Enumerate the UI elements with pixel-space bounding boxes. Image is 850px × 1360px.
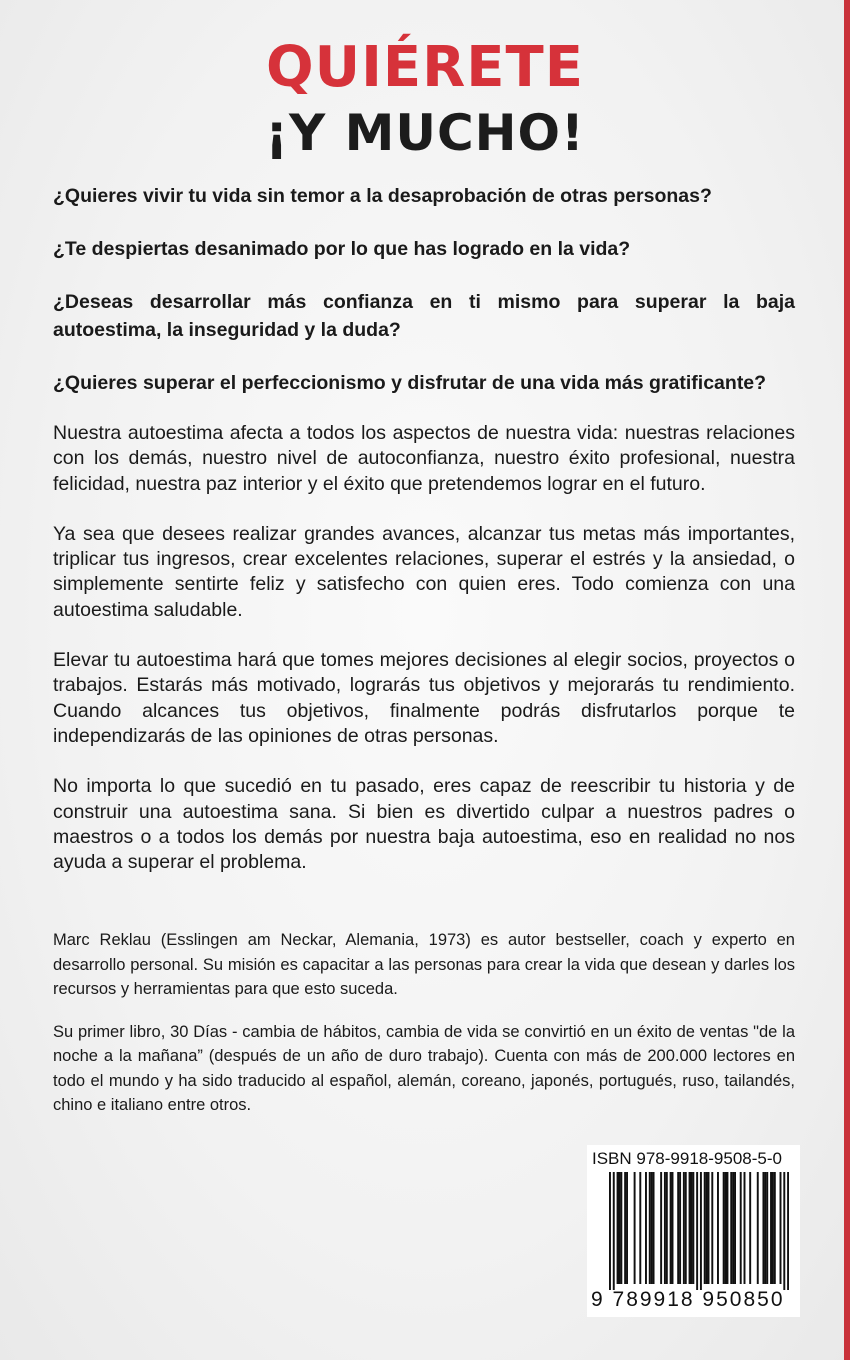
barcode-bar: [730, 1172, 732, 1284]
barcode-bar: [744, 1172, 746, 1284]
barcode-bar: [645, 1172, 647, 1284]
barcode-bar: [732, 1172, 734, 1284]
question-4: ¿Quieres superar el perfeccionismo y disfrutar de una vida más gratificante?: [53, 372, 767, 394]
barcode-bar: [749, 1172, 751, 1284]
paragraph-4: No importa lo que sucedió en tu pasado, eres capaz de reescribir tu historia y de construir una autoestima sana. Si bien es divertido culpar a nuestros padres o maestros o a todos los demás por nuestra baja autoestima, eso en realidad no nos ayuda a superar el problema.: [53, 775, 795, 874]
barcode-bar: [620, 1172, 622, 1284]
barcode-bar: [626, 1172, 628, 1284]
barcode-bar: [774, 1172, 776, 1284]
bio-paragraph-1: Marc Reklau (Esslingen am Neckar, Alemania, 1973) es autor bestseller, coach y experto en desarrollo personal. Su misión es capacitar a las personas para crear la vida que desean y darles los recursos y herramientas para que esto suceda.: [53, 931, 795, 998]
isbn-label: ISBN 978-9918-9508-5-0: [592, 1149, 782, 1168]
barcode-bar: [683, 1172, 685, 1284]
barcode-bar: [726, 1172, 728, 1284]
bio-paragraph-2: Su primer libro, 30 Días - cambia de hábitos, cambia de vida se convirtió en un éxito de ventas "de la noche a la mañana” (después de un año de duro trabajo). Cuenta con más de 200.000 lectores en todo el mundo y ha sido traducido al español, alemán, coreano, japonés, portugués, ruso, tailandés, chino e italiano entre otros.: [53, 1022, 795, 1114]
barcode-bar: [780, 1172, 782, 1284]
question-3: ¿Deseas desarrollar más confianza en ti mismo para superar la baja autoestima, la inseguridad y la duda?: [53, 291, 795, 341]
title-line-1: QUIÉRETE: [266, 35, 584, 100]
barcode-bar: [634, 1172, 636, 1284]
barcode-bar: [670, 1172, 672, 1284]
barcode-bar: [653, 1172, 655, 1284]
barcode-bar: [700, 1172, 702, 1290]
isbn-barcode: [587, 1145, 800, 1317]
question-1: ¿Quieres vivir tu vida sin temor a la desaprobación de otras personas?: [53, 185, 712, 207]
barcode-bar: [660, 1172, 662, 1284]
barcode-bar: [690, 1172, 692, 1284]
barcode-bar: [689, 1172, 691, 1284]
barcode-bar: [639, 1172, 641, 1284]
barcode-bar: [723, 1172, 725, 1284]
barcode-bars: [609, 1172, 789, 1290]
author-bio: [53, 928, 795, 1136]
barcode-bar: [617, 1172, 619, 1284]
barcode-bar: [708, 1172, 710, 1284]
barcode-bar: [664, 1172, 666, 1284]
paragraph-2: Ya sea que desees realizar grandes avances, alcanzar tus metas más importantes, triplicar tus ingresos, crear excelentes relaciones, superar el estrés y la ansiedad, o simplemente sentirte feliz y satisfecho con quien eres. Todo comienza con una autoestima saludable.: [53, 522, 795, 621]
barcode-bar: [734, 1172, 736, 1284]
barcode-bar: [740, 1172, 742, 1284]
barcode-bar: [704, 1172, 706, 1284]
barcode-bar: [651, 1172, 653, 1284]
barcode-bar: [696, 1172, 698, 1290]
barcode-bar: [666, 1172, 668, 1284]
barcode-bar: [685, 1172, 687, 1284]
barcode-bar: [762, 1172, 764, 1284]
barcode-bar: [649, 1172, 651, 1284]
book-title: [0, 35, 850, 168]
barcode-bar: [672, 1172, 674, 1284]
barcode-bar: [679, 1172, 681, 1284]
title-line-2: ¡Y MUCHO!: [265, 104, 585, 162]
cover-edge-stripe: [844, 0, 850, 1360]
blurb-section: [53, 182, 795, 900]
barcode-bar: [717, 1172, 719, 1284]
barcode-bar: [618, 1172, 620, 1284]
barcode-bar: [677, 1172, 679, 1284]
barcode-bar: [711, 1172, 713, 1284]
paragraph-3: Elevar tu autoestima hará que tomes mejores decisiones al elegir socios, proyectos o trabajos. Estarás más motivado, lograrás tus objetivos y mejorarás tu rendimiento. Cuando alcances tus objetivos, finalmente podrás disfrutarlos porque te independizarás de las opiniones de otras personas.: [53, 649, 795, 747]
question-2: ¿Te despiertas desanimado por lo que has logrado en la vida?: [53, 238, 631, 260]
barcode-bar: [692, 1172, 694, 1284]
barcode-bar: [706, 1172, 708, 1284]
barcode-bar: [787, 1172, 789, 1290]
barcode-bar: [609, 1172, 611, 1290]
barcode-bar: [783, 1172, 785, 1290]
barcode-bar: [770, 1172, 772, 1284]
paragraph-1: Nuestra autoestima afecta a todos los aspectos de nuestra vida: nuestras relaciones con los demás, nuestro nivel de autoconfianza, nuestro éxito profesional, nuestra felicidad, nuestra paz interior y el éxito que pretendemos lograr en el futuro.: [53, 422, 795, 495]
barcode-digits: 9 789918 950850: [591, 1288, 785, 1311]
barcode-bar: [725, 1172, 727, 1284]
barcode-bar: [772, 1172, 774, 1284]
barcode-bar: [613, 1172, 615, 1290]
barcode-bar: [624, 1172, 626, 1284]
barcode-bar: [766, 1172, 768, 1284]
barcode-bar: [757, 1172, 759, 1284]
barcode-bar: [764, 1172, 766, 1284]
